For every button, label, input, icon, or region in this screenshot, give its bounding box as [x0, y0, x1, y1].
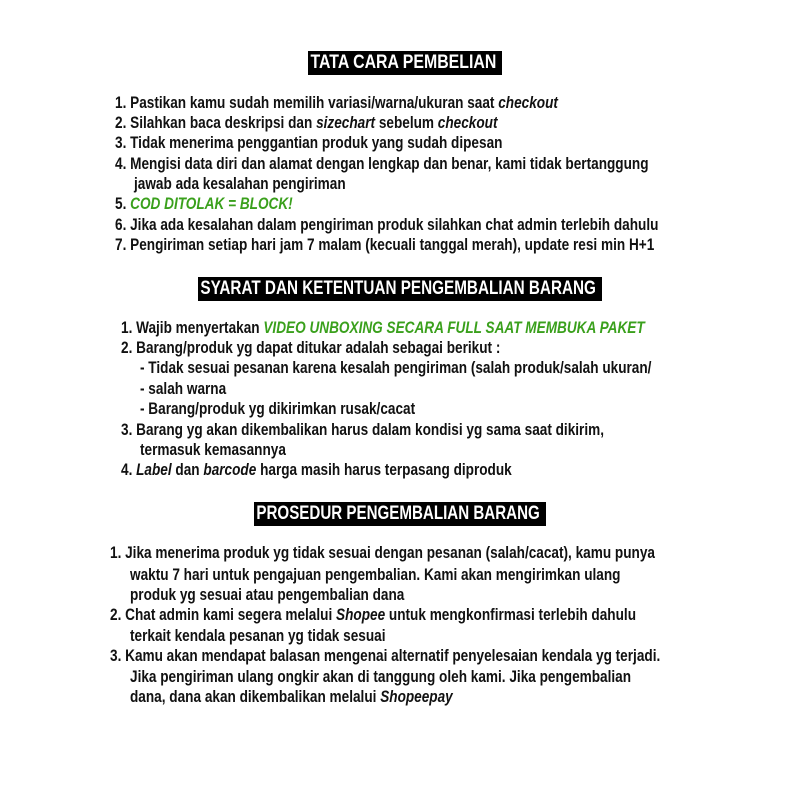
- list-item: [140, 379, 226, 399]
- item-text: harga masih harus terpasang diproduk: [256, 460, 512, 479]
- list-item: [140, 440, 286, 460]
- list-item: [130, 687, 453, 707]
- list-item: [130, 585, 404, 605]
- item-text: jawab ada kesalahan pengiriman: [134, 174, 346, 193]
- list-item: [121, 420, 604, 440]
- item-text: terkait kendala pesanan yg tidak sesuai: [130, 626, 386, 645]
- list-item: [115, 194, 293, 214]
- list-item: [130, 626, 386, 646]
- list-item: [130, 565, 620, 585]
- item-text: dana, dana akan dikembalikan melalui: [130, 687, 381, 706]
- list-item: [121, 318, 645, 338]
- list-item: [115, 154, 649, 174]
- list-item: [134, 174, 346, 194]
- section-header-prosedur-pengembalian: [254, 502, 546, 526]
- list-item: [115, 215, 658, 235]
- italic-term: Shopee: [336, 605, 386, 624]
- list-item: [140, 358, 651, 378]
- section-header-syarat-ketentuan: [198, 277, 602, 301]
- italic-term: Label: [136, 460, 172, 479]
- item-text: 4.: [121, 460, 137, 479]
- list-item: [115, 235, 654, 255]
- item-text: 6. Jika ada kesalahan dalam pengiriman produk silahkan chat admin terlebih dahulu: [115, 215, 659, 234]
- item-text: 2. Silahkan baca deskripsi dan: [115, 113, 317, 132]
- item-text: - Tidak sesuai pesanan karena kesalah pengiriman (salah produk/salah ukuran/: [140, 358, 652, 377]
- section-title: PROSEDUR PENGEMBALIAN BARANG: [256, 503, 540, 524]
- item-text: - Barang/produk yg dikirimkan rusak/cacat: [140, 399, 416, 418]
- item-text: dan: [171, 460, 204, 479]
- list-item: [140, 399, 415, 419]
- italic-term: Shopeepay: [380, 687, 453, 706]
- item-text: 2. Barang/produk yg dapat ditukar adalah sebagai berikut :: [121, 338, 501, 357]
- section-title: SYARAT DAN KETENTUAN PENGEMBALIAN BARANG: [200, 278, 596, 299]
- item-text: 3. Tidak menerima penggantian produk yang sudah dipesan: [115, 133, 503, 152]
- item-text: 3. Barang yg akan dikembalikan harus dalam kondisi yg sama saat dikirim,: [121, 420, 604, 439]
- section-title: TATA CARA PEMBELIAN: [310, 52, 497, 73]
- list-item: [110, 646, 660, 666]
- highlight-text: VIDEO UNBOXING SECARA FULL SAAT MEMBUKA PAKET: [263, 318, 645, 337]
- highlight-text: COD DITOLAK = BLOCK!: [130, 194, 293, 213]
- item-text: 2. Chat admin kami segera melalui: [110, 605, 337, 624]
- list-item: [121, 338, 500, 358]
- item-text: 1. Wajib menyertakan: [121, 318, 264, 337]
- italic-term: checkout: [437, 113, 498, 132]
- list-item: [110, 605, 636, 625]
- item-text: Jika pengiriman ulang ongkir akan di tanggung oleh kami. Jika pengembalian: [130, 667, 632, 686]
- item-text: termasuk kemasannya: [140, 440, 286, 459]
- item-text: waktu 7 hari untuk pengajuan pengembalian. Kami akan mengirimkan ulang: [130, 565, 621, 584]
- italic-term: sizechart: [316, 113, 376, 132]
- item-text: 7. Pengiriman setiap hari jam 7 malam (kecuali tanggal merah), update resi min H+1: [115, 235, 655, 254]
- list-item: [110, 543, 655, 563]
- item-text: - salah warna: [140, 379, 227, 398]
- item-text: produk yg sesuai atau pengembalian dana: [130, 585, 405, 604]
- list-item: [115, 93, 558, 113]
- item-text: 1. Pastikan kamu sudah memilih variasi/warna/ukuran saat: [115, 93, 499, 112]
- item-text: 1. Jika menerima produk yg tidak sesuai dengan pesanan (salah/cacat), kamu punya: [110, 543, 655, 562]
- item-text: 5.: [115, 194, 131, 213]
- italic-term: checkout: [498, 93, 558, 112]
- list-item: [115, 113, 497, 133]
- italic-term: barcode: [203, 460, 257, 479]
- item-text: 4. Mengisi data diri dan alamat dengan lengkap dan benar, kami tidak bertanggung: [115, 154, 649, 173]
- item-text: untuk mengkonfirmasi terlebih dahulu: [385, 605, 637, 624]
- item-text: sebelum: [375, 113, 438, 132]
- item-text: 3. Kamu akan mendapat balasan mengenai alternatif penyelesaian kendala yg terjadi.: [110, 646, 661, 665]
- list-item: [121, 460, 512, 480]
- list-item: [115, 133, 502, 153]
- list-item: [130, 667, 631, 687]
- section-header-tata-cara-pembelian: [308, 51, 502, 75]
